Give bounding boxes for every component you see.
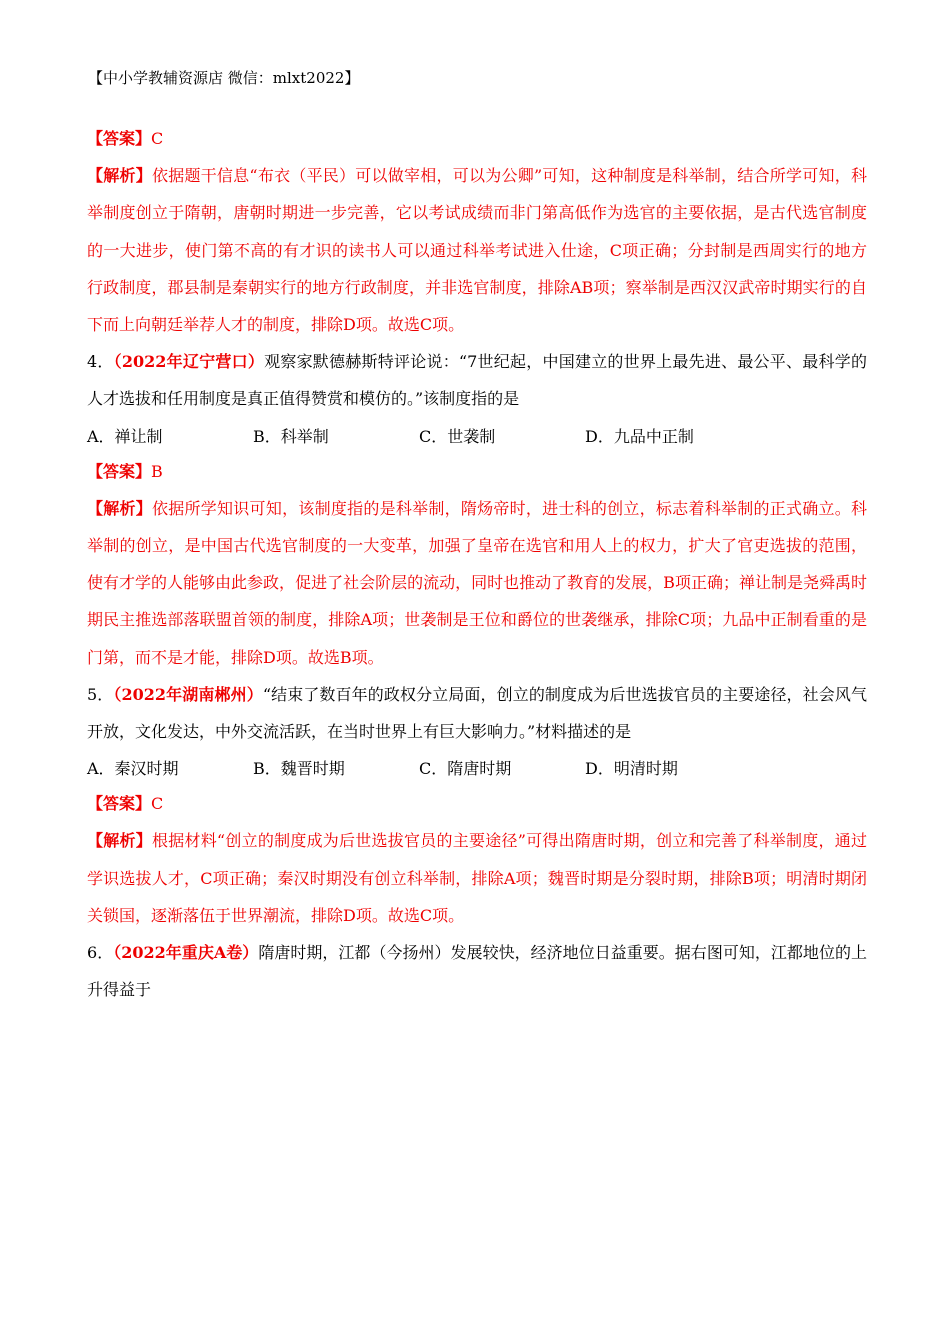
option-d: D．明清时期 [585,759,678,779]
option-c: C．隋唐时期 [419,759,512,779]
option-d: D．九品中正制 [585,426,694,446]
q5-answer [87,785,867,822]
option-a: A．秦汉时期 [87,759,179,779]
option-b: B．魏晋时期 [253,759,345,779]
analysis-tag: 【解析】 [87,831,152,851]
q3-analysis [87,157,867,343]
question-number: 6． [87,943,114,963]
question-source: （2022年辽宁营口） [113,352,265,372]
q4-answer [87,453,867,490]
q5-analysis [87,822,867,934]
question-source: （2022年重庆A卷） [113,943,259,963]
document-body [87,120,867,1008]
answer-tag: 【答案】 [87,461,152,481]
answer-value: C [151,129,164,148]
page-header: 【中小学教辅资源店 微信：mlxt2022】 [88,69,360,87]
q4-options [87,418,867,453]
option-b: B．科举制 [253,426,329,446]
question-number: 4． [87,352,114,372]
analysis-text: 根据材料“创立的制度成为后世选拔官员的主要途径”可得出隋唐时期，创立和完善了科举制度，通过学识选拔人才，C项正确；秦汉时期没有创立科举制，排除A项；魏晋时期是分裂时期，排除B项；明清时期闭关锁国，逐渐落伍于世界潮流，排除D项。故选C项。 [87,831,867,925]
answer-tag: 【答案】 [87,794,152,814]
analysis-tag: 【解析】 [87,498,153,518]
q4-analysis [87,490,867,676]
q5-options [87,750,867,785]
question-number: 5． [87,684,114,704]
option-a: A．禅让制 [87,426,163,446]
q6-stem [87,934,867,1008]
question-text: “结束了数百年的政权分立局面，创立的制度成为后世选拔官员的主要途径，社会风气开放，文化发达，中外交流活跃，在当时世界上有巨大影响力。”材料描述的是 [87,684,867,742]
question-text: 隋唐时期，江都（今扬州）发展较快，经济地位日益重要。据右图可知，江都地位的上升得益于 [87,943,867,1000]
answer-value: B [151,461,163,481]
analysis-tag: 【解析】 [87,166,152,186]
question-text: 观察家默德赫斯特评论说：“7世纪起，中国建立的世界上最先进、最公平、最科学的人才选拔和任用制度是真正值得赞赏和模仿的。”该制度指的是 [87,352,867,409]
q4-stem [87,343,867,417]
q3-answer [87,120,867,157]
answer-value: C [151,794,164,814]
q5-stem [87,676,867,750]
answer-tag: 【答案】 [87,129,152,148]
option-c: C．世袭制 [419,426,496,446]
question-source: （2022年湖南郴州） [113,684,263,704]
analysis-text: 依据题干信息“布衣（平民）可以做宰相，可以为公卿”可知，这种制度是科举制，结合所学可知，科举制度创立于隋朝，唐朝时期进一步完善，它以考试成绩而非门第高低作为选官的主要依据，是古代选官制度的一大进步，使门第不高的有才识的读书人可以通过科举考试进入仕途，C项正确；分封制是西周实行的地方行政制度，郡县制是秦朝实行的地方行政制度，并非选官制度，排除AB项；察举制是西汉汉武帝时期实行的自下而上向朝廷举荐人才的制度，排除D项。故选C项。 [87,166,867,335]
analysis-text: 依据所学知识可知，该制度指的是科举制，隋炀帝时，进士科的创立，标志着科举制的正式确立。科举制的创立，是中国古代选官制度的一大变革，加强了皇帝在选官和用人上的权力，扩大了官吏选拔的范围，使有才学的人能够由此参政，促进了社会阶层的流动，同时也推动了教育的发展，B项正确；禅让制是尧舜禹时期民主推选部落联盟首领的制度，排除A项；世袭制是王位和爵位的世袭继承，排除C项；九品中正制看重的是门第，而不是才能，排除D项。故选B项。 [87,498,867,667]
